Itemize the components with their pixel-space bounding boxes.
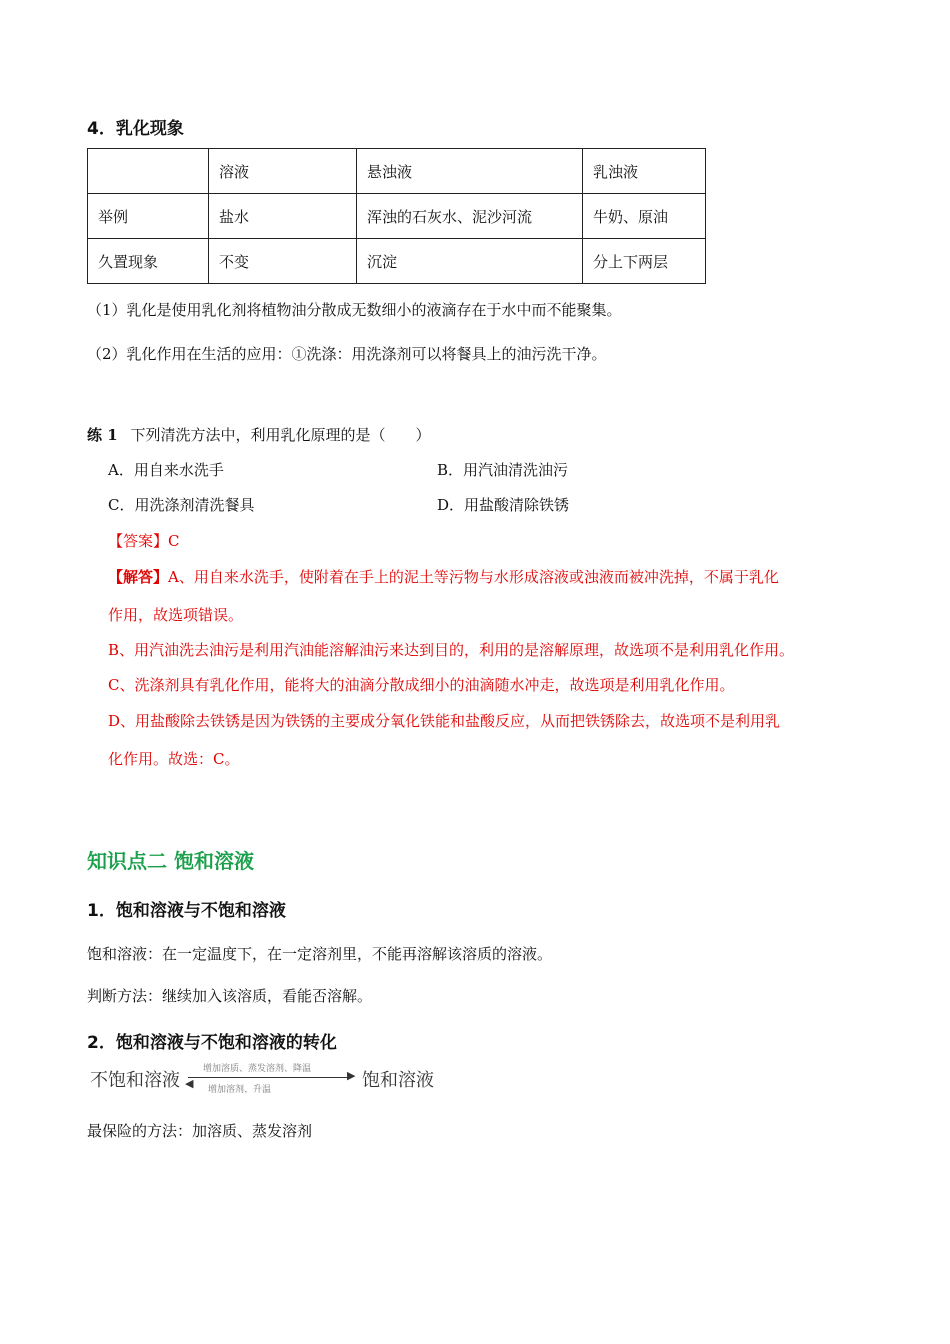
option-c: C．用洗涤剂清洗餐具 [108,496,255,514]
table-cell [88,149,209,194]
analysis-a-line1 [108,566,779,587]
arrow-bottom-label: 增加溶剂、升温 [208,1085,272,1095]
option-b: B．用汽油清洗油污 [437,461,569,479]
heading-saturated-1: 1．饱和溶液与不饱和溶液 [87,901,286,921]
table-cell: 分上下两层 [583,239,706,284]
option-d: D．用盐酸清除铁锈 [437,496,570,514]
table-cell: 乳浊液 [583,149,706,194]
analysis-label: 【解答】 [108,568,169,586]
table-cell: 浑浊的石灰水、泥沙河流 [357,194,583,239]
note-2: （2）乳化作用在生活的应用：①洗涤：用洗涤剂可以将餐具上的油污洗干净。 [87,345,607,363]
analysis-c: C、洗涤剂具有乳化作用，能将大的油滴分散成细小的油滴随水冲走，故选项是利用乳化作用。 [108,676,735,694]
formula-left: 不饱和溶液 [90,1070,180,1091]
analysis-a-line2: 作用，故选项错误。 [108,606,244,624]
answer-line [108,530,180,551]
formula-right: 饱和溶液 [362,1070,434,1091]
answer-label: 【答案】 [108,532,169,550]
table-cell: 溶液 [209,149,357,194]
table-row [88,239,706,284]
arrow-head-icon: ▶ [347,1069,356,1082]
analysis-d-line1: D、用盐酸除去铁锈是因为铁锈的主要成分氧化铁能和盐酸反应，从而把铁锈除去，故选项不是利用乳 [108,712,781,730]
table-cell: 举例 [88,194,209,239]
safest-method: 最保险的方法：加溶质、蒸发溶剂 [87,1122,313,1140]
question-text: 下列清洗方法中，利用乳化原理的是（ ） [130,426,431,444]
option-a: A．用自来水洗手 [108,461,224,479]
answer-value: C [168,532,180,550]
arrow-head-left-icon: ◀ [185,1077,194,1090]
table-cell: 不变 [209,239,357,284]
exercise-question [87,424,430,445]
table-cell: 盐水 [209,194,357,239]
heading-saturated-2: 2．饱和溶液与不饱和溶液的转化 [87,1033,337,1053]
table-cell: 牛奶、原油 [583,194,706,239]
section-title-saturated: 知识点二 饱和溶液 [87,849,254,873]
definition-text: 饱和溶液：在一定温度下，在一定溶剂里，不能再溶解该溶质的溶液。 [87,945,553,963]
table-cell: 悬浊液 [357,149,583,194]
analysis-b: B、用汽油洗去油污是利用汽油能溶解油污来达到目的，利用的是溶解原理，故选项不是利用乳化作用。 [108,641,795,659]
table-row [88,194,706,239]
exercise-label: 练 1 [87,426,118,444]
arrow-top-label: 增加溶质、蒸发溶剂、降温 [203,1064,312,1074]
note-1: （1）乳化是使用乳化剂将植物油分散成无数细小的液滴存在于水中而不能聚集。 [87,301,622,319]
table-header-row [88,149,706,194]
table-cell: 沉淀 [357,239,583,284]
conversion-arrow [188,1077,350,1078]
analysis-d-line2: 化作用。故选：C。 [108,750,240,768]
judge-text: 判断方法：继续加入该溶质，看能否溶解。 [87,987,373,1005]
analysis-text: A、用自来水洗手，使附着在手上的泥土等污物与水形成溶液或浊液而被冲洗掉，不属于乳化 [168,568,779,586]
section-heading-emulsify: 4．乳化现象 [87,119,184,139]
comparison-table [87,148,706,284]
table-cell: 久置现象 [88,239,209,284]
